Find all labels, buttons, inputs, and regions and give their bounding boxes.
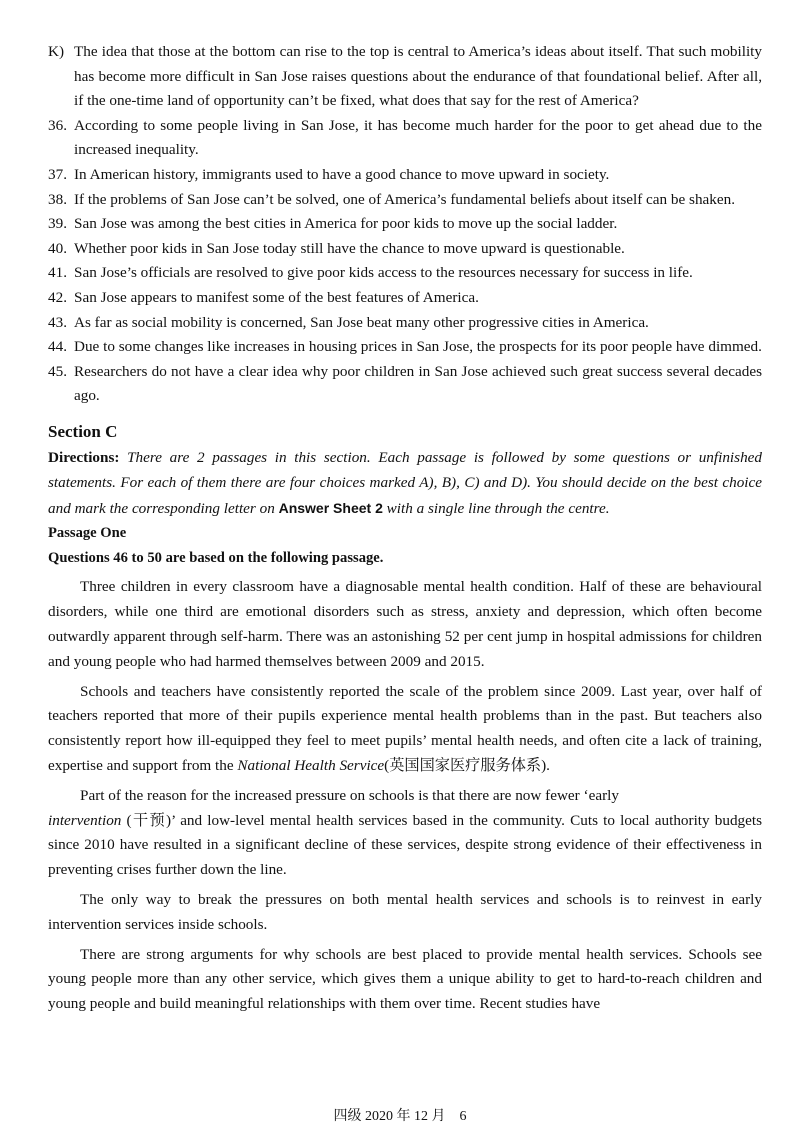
- statement-number: 39.: [48, 215, 67, 233]
- paragraph-label: K): [48, 43, 65, 60]
- statement-number: 38.: [48, 190, 67, 208]
- statement-text: Whether poor kids in San Jose today still have the chance to move upward is questionable.: [74, 239, 625, 257]
- directions-label: Directions:: [48, 448, 120, 466]
- italic-term: National Health Service: [237, 757, 385, 775]
- statement-item: [48, 212, 762, 237]
- paragraph-text: Schools and teachers have consistently reported the scale of the problem since 2009. Last year, over half of teachers reported that more of their pupils experience mental health problems than in the past. But teachers also consistently report how ill-equipped they feel to meet pupils’ mental health needs, and often cite a lack of training, expertise and support from the: [48, 682, 762, 775]
- statement-number: 45.: [48, 362, 67, 380]
- chinese-gloss: (英国国家医疗服务体系).: [384, 757, 550, 775]
- page-footer: 四级 2020 年 12 月 6: [333, 1109, 467, 1124]
- statement-list: [48, 114, 762, 409]
- statement-number: 43.: [48, 313, 67, 331]
- chinese-gloss: (干预): [126, 811, 172, 829]
- section-title: Section C: [48, 421, 118, 441]
- question-range: Questions 46 to 50 are based on the following passage.: [48, 549, 384, 566]
- statement-item: [48, 188, 762, 213]
- statement-item: [48, 335, 762, 360]
- statement-item: [48, 360, 762, 409]
- statement-text: San Jose appears to manifest some of the best features of America.: [74, 288, 479, 306]
- passage-paragraph: Three children in every classroom have a diagnosable mental health condition. Half of these are behavioural disorders, while one third are emotional disorders such as stress, anxiety and depression, which often become outwardly apparent through self-harm. There was an astonishing 52 per cent jump in hospital admissions for children and young people who had harmed themselves between 2009 and 2015.: [48, 578, 762, 670]
- statement-text: Researchers do not have a clear idea why poor children in San Jose achieved such great success several decades ago.: [74, 362, 762, 405]
- statement-text: San Jose was among the best cities in America for poor kids to move up the social ladder.: [74, 215, 618, 233]
- paragraph-text: The idea that those at the bottom can rise to the top is central to America’s ideas about itself. That such mobility has become more difficult in San Jose raises questions about the endurance of that foundational belief. After all, if the one-time land of opportunity can’t be fixed, what does that say for the rest of America?: [74, 43, 762, 110]
- statement-item: [48, 237, 762, 262]
- statement-number: 44.: [48, 338, 67, 356]
- statement-text: San Jose’s officials are resolved to give poor kids access to the resources necessary for success in life.: [74, 264, 693, 282]
- italic-term: intervention: [48, 811, 122, 829]
- directions: [48, 446, 762, 521]
- passage-paragraph: There are strong arguments for why schools are best placed to provide mental health services. Schools see young people more than any other service, which gives them a unique ability to get to hard-to-reach children and young people and build meaningful relationships with them over time. Recent studies have: [48, 945, 762, 1013]
- paragraph-k: [48, 40, 762, 114]
- statement-text: Due to some changes like increases in housing prices in San Jose, the prospects for its poor people have dimmed.: [74, 338, 762, 356]
- passage-paragraph: The only way to break the pressures on both mental health services and schools is to reinvest in early intervention services inside schools.: [48, 891, 762, 933]
- statement-item: [48, 261, 762, 286]
- statement-number: 37.: [48, 165, 67, 183]
- statement-item: [48, 311, 762, 336]
- statement-item: [48, 163, 762, 188]
- paragraph-text: ’ and low-level mental health services based in the community. Cuts to local authority budgets since 2010 have resulted in a significant decline of these services, despite strong evidence of their effectiveness in preventing crises further down the line.: [48, 811, 762, 879]
- statement-text: If the problems of San Jose can’t be solved, one of America’s fundamental beliefs about itself can be shaken.: [74, 190, 736, 208]
- page-content: [48, 40, 762, 1017]
- statement-item: [48, 286, 762, 311]
- statement-text: According to some people living in San Jose, it has become much harder for the poor to get ahead due to the increased inequality.: [74, 116, 762, 159]
- statement-item: [48, 114, 762, 163]
- paragraph-text: Part of the reason for the increased pressure on schools is that there are now fewer ‘early: [80, 786, 619, 804]
- directions-text: There are 2 passages in this section. Each passage is followed by some questions or unfinished statements. For each of them there are four choices marked A), B), C) and D). You should decide on the best choice and mark the corresponding letter on: [48, 448, 762, 517]
- passage-paragraph: [48, 680, 762, 779]
- statement-text: In American history, immigrants used to have a good chance to move upward in society.: [74, 165, 610, 183]
- passage-title: Passage One: [48, 525, 127, 542]
- directions-text-end: with a single line through the centre.: [386, 499, 610, 517]
- statement-number: 41.: [48, 264, 67, 282]
- statement-number: 36.: [48, 116, 67, 134]
- passage-paragraph: [48, 784, 762, 883]
- statement-number: 40.: [48, 239, 67, 257]
- statement-number: 42.: [48, 288, 67, 306]
- answer-sheet-label: Answer Sheet 2: [278, 499, 383, 516]
- statement-text: As far as social mobility is concerned, San Jose beat many other progressive cities in America.: [74, 313, 649, 331]
